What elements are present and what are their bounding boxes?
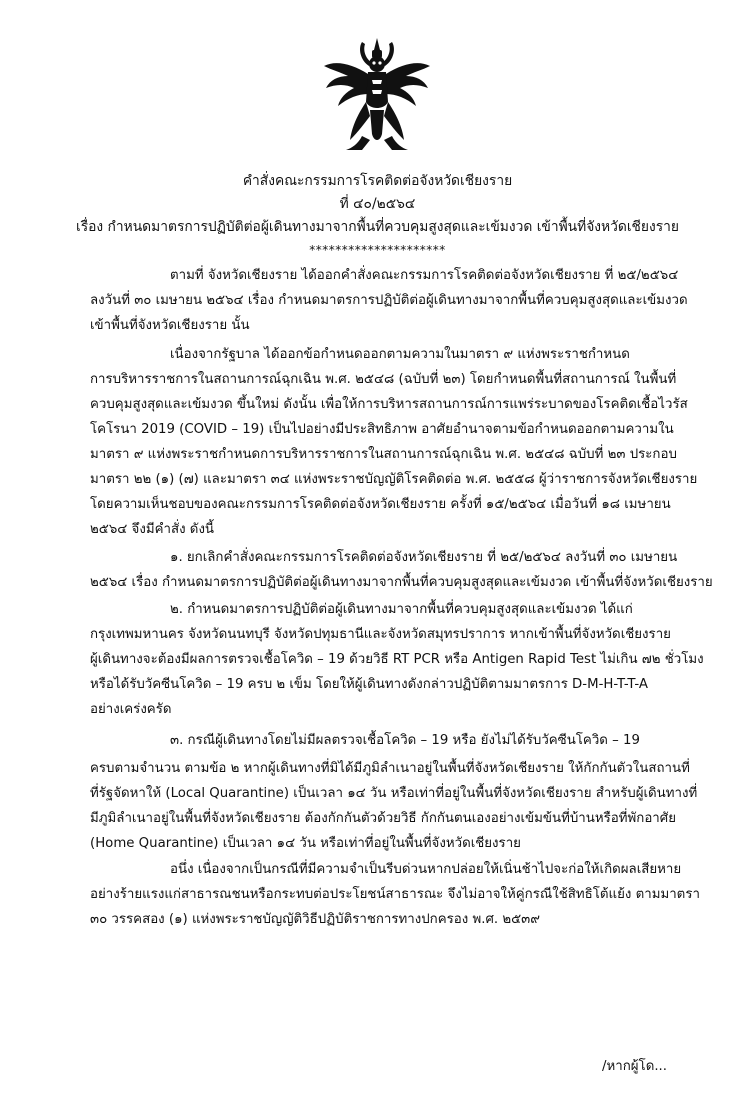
paragraph-line: ๒๕๖๔ จึงมีคำสั่ง ดังนี้ — [90, 522, 215, 537]
paragraph-line: ๒. กำหนดมาตรการปฏิบัติต่อผู้เดินทางมาจากพื้นที่ควบคุมสูงสุดและเข้มงวด ได้แก่ — [170, 602, 633, 617]
paragraph-line: ควบคุมสูงสุดและเข้มงวด ขึ้นใหม่ ดังนั้น เพื่อให้การบริหารสถานการณ์การแพร่ระบาดของโรคติดเชื้อไวรัส — [90, 397, 688, 412]
paragraph-line: ตามที่ จังหวัดเชียงราย ได้ออกคำสั่งคณะกรรมการโรคติดต่อจังหวัดเชียงราย ที่ ๒๕/๒๕๖๔ — [170, 268, 679, 283]
order-number: ที่ ๔๐/๒๕๖๔ — [339, 196, 416, 212]
paragraph-line: หรือได้รับวัคซีนโควิด – 19 ครบ ๒ เข็ม โดยให้ผู้เดินทางดังกล่าวปฏิบัติตามมาตรการ D-M-H-T-T-A — [90, 677, 648, 692]
paragraph-line: ๑. ยกเลิกคำสั่งคณะกรรมการโรคติดต่อจังหวัดเชียงราย ที่ ๒๕/๒๕๖๔ ลงวันที่ ๓๐ เมษายน — [170, 550, 678, 565]
paragraph-line: ๓. กรณีผู้เดินทางโดยไม่มีผลตรวจเชื้อโควิด – 19 หรือ ยังไม่ได้รับวัคซีนโควิด – 19 — [170, 733, 640, 748]
paragraph-line: มาตรา ๙ แห่งพระราชกำหนดการบริหารราชการในสถานการณ์ฉุกเฉิน พ.ศ. ๒๕๔๘ ฉบับที่ ๒๓ ประกอบ — [90, 447, 677, 462]
paragraph-line: ลงวันที่ ๓๐ เมษายน ๒๕๖๔ เรื่อง กำหนดมาตรการปฏิบัติต่อผู้เดินทางมาจากพื้นที่ควบคุมสูงสุดและเข้มงวด — [90, 293, 688, 308]
paragraph-line: กรุงเทพมหานคร จังหวัดนนทบุรี จังหวัดปทุมธานีและจังหวัดสมุทรปราการ หากเข้าพื้นที่จังหวัดเชียงราย — [90, 627, 671, 642]
paragraph-line: โคโรนา 2019 (COVID – 19) เป็นไปอย่างมีประสิทธิภาพ อาศัยอำนาจตามข้อกำหนดออกตามความใน — [90, 422, 674, 437]
paragraph-line: ๒๕๖๔ เรื่อง กำหนดมาตรการปฏิบัติต่อผู้เดินทางมาจากพื้นที่ควบคุมสูงสุดและเข้มงวด เข้าพื้นที่จังหวัดเชียงราย — [90, 575, 713, 590]
paragraph-line: โดยความเห็นชอบของคณะกรรมการโรคติดต่อจังหวัดเชียงราย ครั้งที่ ๑๕/๒๕๖๔ เมื่อวันที่ ๑๘ เมษายน — [90, 497, 671, 512]
paragraph-line: ผู้เดินทางจะต้องมีผลการตรวจเชื้อโควิด – 19 ด้วยวิธี RT PCR หรือ Antigen Rapid Test ไม่เกิน ๗๒ ชั่วโมง — [90, 652, 704, 667]
paragraph-line: เนื่องจากรัฐบาล ได้ออกข้อกำหนดออกตามความในมาตรา ๙ แห่งพระราชกำหนด — [170, 347, 630, 362]
separator-stars: ********************* — [309, 243, 446, 257]
order-subject: เรื่อง กำหนดมาตรการปฏิบัติต่อผู้เดินทางมาจากพื้นที่ควบคุมสูงสุดและเข้มงวด เข้าพื้นที่จังหวัดเชียงราย — [76, 219, 679, 235]
continuation-marker: /หากผู้โด... — [602, 1059, 668, 1074]
order-title: คำสั่งคณะกรรมการโรคติดต่อจังหวัดเชียงราย — [242, 173, 513, 189]
paragraph-line: (Home Quarantine) เป็นเวลา ๑๔ วัน หรือเท่าที่อยู่ในพื้นที่จังหวัดเชียงราย — [90, 836, 521, 851]
paragraph-line: ที่รัฐจัดหาให้ (Local Quarantine) เป็นเวลา ๑๔ วัน หรือเท่าที่อยู่ในพื้นที่จังหวัดเชียงราย สำหรับผู้เดินทางที่ — [90, 786, 698, 801]
paragraph-line: อย่างเคร่งครัด — [90, 702, 172, 717]
paragraph-line: การบริหารราชการในสถานการณ์ฉุกเฉิน พ.ศ. ๒๕๔๘ (ฉบับที่ ๒๓) โดยกำหนดพื้นที่สถานการณ์ ในพื้นที่ — [90, 372, 677, 387]
paragraph-line: มีภูมิลำเนาอยู่ในพื้นที่จังหวัดเชียงราย ต้องกักกันตัวด้วยวิธี กักกันตนเองอย่างเข้มข้นที่บ้านหรือที่พักอาศัย — [90, 811, 677, 826]
garuda-emblem — [322, 36, 432, 154]
paragraph-line: อนึ่ง เนื่องจากเป็นกรณีที่มีความจำเป็นรีบด่วนหากปล่อยให้เนิ่นช้าไปจะก่อให้เกิดผลเสียหาย — [170, 862, 682, 877]
paragraph-line: ๓๐ วรรคสอง (๑) แห่งพระราชบัญญัติวิธีปฏิบัติราชการทางปกครอง พ.ศ. ๒๕๓๙ — [90, 912, 541, 927]
paragraph-line: เข้าพื้นที่จังหวัดเชียงราย นั้น — [90, 318, 250, 333]
paragraph-line: ครบตามจำนวน ตามข้อ ๒ หากผู้เดินทางที่มิได้มีภูมิลำเนาอยู่ในพื้นที่จังหวัดเชียงราย ให้กักกันตัวในสถานที่ — [90, 761, 690, 776]
paragraph-line: อย่างร้ายแรงแก่สาธารณชนหรือกระทบต่อประโยชน์สาธารณะ จึงไม่อาจให้คู่กรณีใช้สิทธิโต้แย้ง ตามมาตรา — [90, 887, 700, 902]
paragraph-line: มาตรา ๒๒ (๑) (๗) และมาตรา ๓๔ แห่งพระราชบัญญัติโรคติดต่อ พ.ศ. ๒๕๕๘ ผู้ว่าราชการจังหวัดเชียงราย — [90, 472, 698, 487]
